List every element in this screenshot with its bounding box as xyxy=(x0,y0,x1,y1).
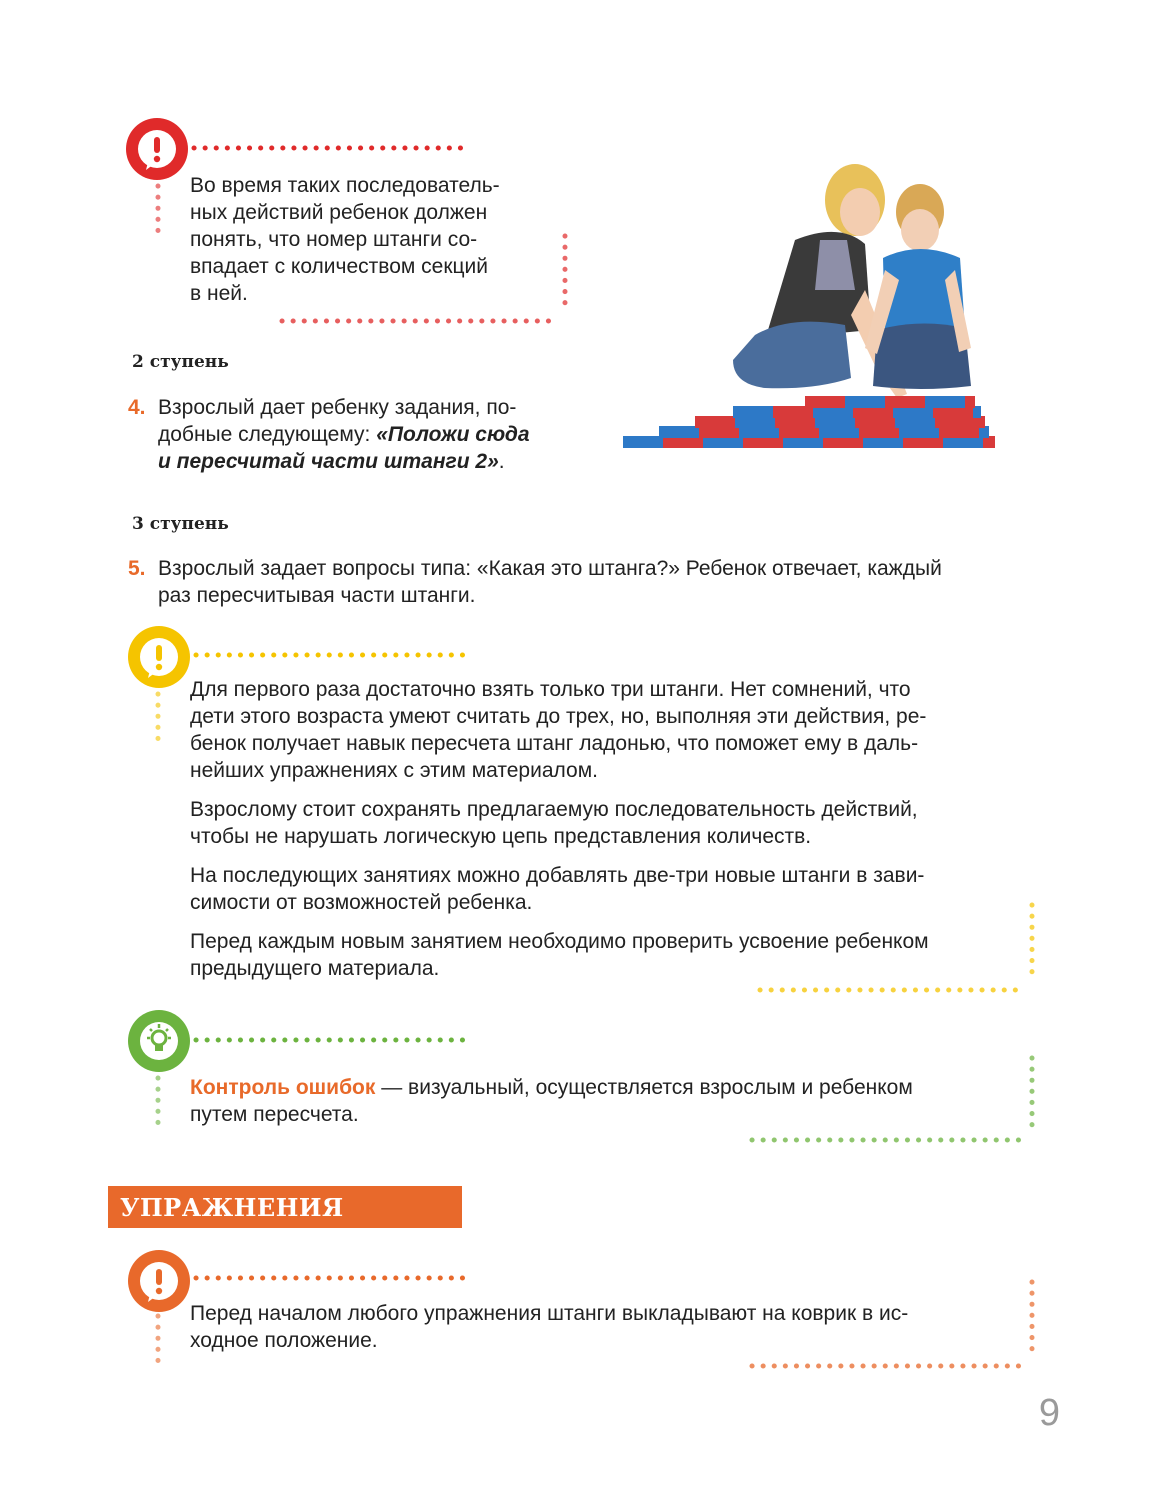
item-number: 5. xyxy=(128,557,146,580)
note2-paragraph-2: Взрослому стоит сохранять предлагаемую последовательность действий, чтобы не нарушать логическую цепь представления количеств. xyxy=(190,798,918,848)
note3-text: Контроль ошибок — визуальный, осуществляется взрослым и ребенком путем пересчета. xyxy=(190,1076,913,1126)
step3-item: 5. Взрослый задает вопросы типа: «Какая это штанга?» Ребенок отвечает, каждый раз пересчитывая части штанги. xyxy=(128,557,942,607)
note2-paragraph-4: Перед каждым новым занятием необходимо проверить усвоение ребенком предыдущего материала. xyxy=(190,930,929,980)
error-control-term: Контроль ошибок xyxy=(190,1076,376,1099)
step2-item: 4. Взрослый дает ребенку задания, по- добные следующему: «Положи сюда и пересчитай части штанги 2». xyxy=(128,396,530,473)
section-title: УПРАЖНЕНИЯ xyxy=(120,1193,344,1222)
note2-paragraph-1: Для первого раза достаточно взять только три штанги. Нет сомнений, что дети этого возраста умеют считать до трех, но, выполняя эти действия, ре- бенок получает навык пересчета штанг ладонью, что поможет ему в даль- нейших упражнениях с этим материалом. xyxy=(190,678,927,782)
step2-heading: 2 ступень xyxy=(132,352,229,372)
note1-text: Во время таких последователь- ных действий ребенок должен понять, что номер штанги со- впадает с количеством секций в ней. xyxy=(190,174,500,305)
note2-paragraph-3: На последующих занятиях можно добавлять две-три новые штанги в зави- симости от возможностей ребенка. xyxy=(190,864,925,914)
page-number: 9 xyxy=(1038,1392,1060,1434)
step3-heading: 3 ступень xyxy=(132,514,229,534)
note4-text: Перед началом любого упражнения штанги выкладывают на коврик в ис- ходное положение. xyxy=(190,1302,909,1352)
item-number: 4. xyxy=(128,396,146,419)
